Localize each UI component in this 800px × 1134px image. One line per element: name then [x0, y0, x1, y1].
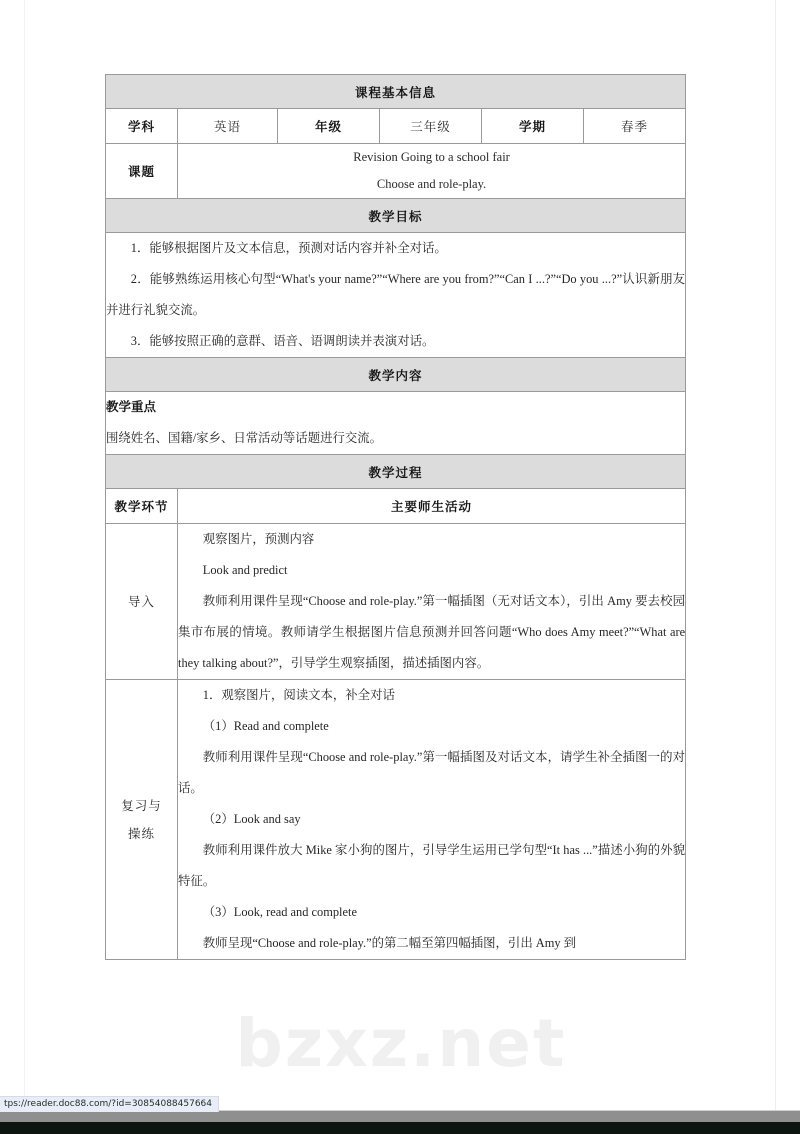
document-page [24, 0, 776, 1114]
table-row-basic-info-header [106, 75, 686, 109]
key-points-title: 教学重点 [106, 400, 157, 414]
grade-label: 年级 [278, 109, 380, 144]
objective-item: 2．能够熟练运用核心句型“What's your name?”“Where are you from?”“Can I ...?”“Do you ...?”认识新朋友并进行礼貌交流。 [106, 272, 686, 317]
table-row-process-lead-in [106, 524, 686, 680]
topic-line-1: Revision Going to a school fair [353, 150, 510, 164]
section-header-content: 教学内容 [106, 358, 686, 392]
section-header-process: 教学过程 [106, 455, 686, 489]
topic-value [178, 144, 686, 199]
stage-name-lead-in [106, 524, 178, 680]
table-row-process-columns [106, 489, 686, 524]
activity-paragraph: （1）Read and complete [202, 719, 329, 733]
table-row-content-body [106, 392, 686, 455]
table-row-objectives-header [106, 199, 686, 233]
activity-paragraph: 教师呈现“Choose and role-play.”的第二幅至第四幅插图，引出 Amy 到 [202, 936, 577, 950]
activity-paragraph: 教师利用课件呈现“Choose and role-play.”第一幅插图（无对话文本），引出 Amy 要去校园集市布展的情境。教师请学生根据图片信息预测并回答问题“Who does Amy meet?”“What are they talking about?”，引导学生观察插图，描述插图内容。 [178, 594, 686, 670]
stage-line: 复习与 [121, 798, 162, 813]
column-header-activity: 主要师生活动 [178, 489, 686, 524]
term-value: 春季 [584, 109, 686, 144]
table-row-content-header [106, 358, 686, 392]
column-header-stage: 教学环节 [106, 489, 178, 524]
table-row-subject-grade-term [106, 109, 686, 144]
activity-lead-in [178, 524, 686, 680]
key-points-text: 围绕姓名、国籍/家乡、日常活动等话题进行交流。 [106, 431, 383, 445]
activity-paragraph: 观察图片，预测内容 [202, 532, 315, 546]
term-label: 学期 [482, 109, 584, 144]
watermark-text: bzxz.net [235, 1005, 567, 1082]
subject-label: 学科 [106, 109, 178, 144]
objectives-list [106, 233, 686, 358]
activity-paragraph: 教师利用课件放大 Mike 家小狗的图片，引导学生运用已学句型“It has ...”描述小狗的外貌特征。 [178, 843, 686, 888]
activity-paragraph: Look and predict [202, 563, 288, 577]
content-body [106, 392, 686, 455]
activity-paragraph: （3）Look, read and complete [202, 905, 357, 919]
objective-item: 1．能够根据图片及文本信息，预测对话内容并补全对话。 [130, 241, 447, 255]
objective-item: 3．能够按照正确的意群、语音、语调朗读并表演对话。 [130, 334, 435, 348]
bottom-edge-strip [0, 1122, 800, 1134]
table-row-process-review-practice [106, 680, 686, 960]
activity-paragraph: 1．观察图片，阅读文本，补全对话 [202, 688, 395, 702]
table-row-topic [106, 144, 686, 199]
subject-value: 英语 [178, 109, 278, 144]
stage-line: 操练 [127, 826, 155, 841]
stage-line: 导入 [127, 594, 155, 609]
activity-paragraph: （2）Look and say [202, 812, 301, 826]
topic-line-2: Choose and role-play. [376, 177, 487, 191]
lesson-plan-table [105, 74, 686, 960]
activity-review-practice [178, 680, 686, 960]
section-header-objectives: 教学目标 [106, 199, 686, 233]
section-header-basic-info: 课程基本信息 [106, 75, 686, 109]
activity-paragraph: 教师利用课件呈现“Choose and role-play.”第一幅插图及对话文本，请学生补全插图一的对话。 [178, 750, 686, 795]
topic-label: 课题 [106, 144, 178, 199]
table-row-objectives-body [106, 233, 686, 358]
grade-value: 三年级 [380, 109, 482, 144]
table-row-process-header [106, 455, 686, 489]
stage-name-review-practice [106, 680, 178, 960]
browser-status-bar: tps://reader.doc88.com/?id=30854088457664 [0, 1096, 219, 1112]
